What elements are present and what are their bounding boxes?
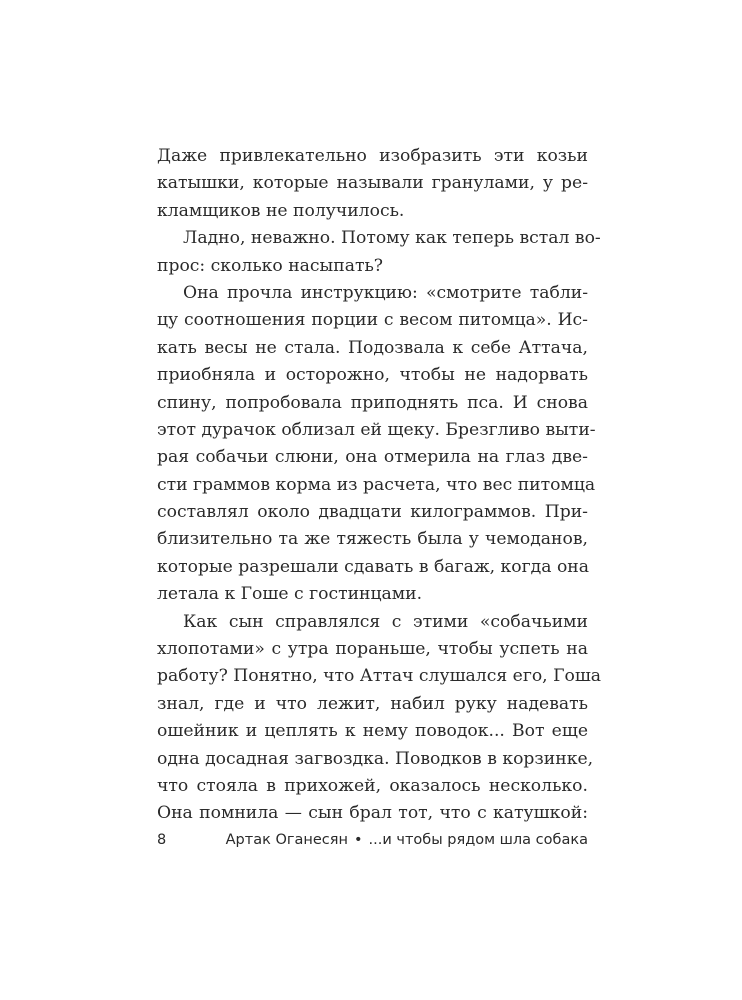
book-title: ...и чтобы рядом шла собака (368, 832, 588, 848)
text-line: Как сын справлялся с этими «собачьими (183, 611, 588, 632)
page-number: 8 (157, 832, 167, 848)
text-line: работу? Понятно, что Аттач слушался его, Гоша (157, 666, 602, 687)
text-line: одна досадная загвоздка. Поводков в корзинке, (157, 748, 594, 769)
running-footer (226, 832, 588, 848)
text-line: рая собачьи слюни, она отмерила на глаз две- (157, 447, 588, 468)
text-line: Ладно, неважно. Потому как теперь встал во- (183, 228, 601, 249)
text-line: хлопотами» с утра пораньше, чтобы успеть на (157, 639, 588, 660)
text-line: Она прочла инструкцию: «смотрите табли- (183, 282, 588, 303)
text-line: кламщиков не получилось. (157, 200, 405, 221)
text-line: близительно та же тяжесть была у чемоданов, (157, 529, 588, 550)
text-line: спину, попробовала приподнять пса. И снова (157, 392, 588, 413)
text-line: Даже привлекательно изобразить эти козьи (157, 146, 588, 166)
text-line: знал, где и что лежит, набил руку надевать (157, 693, 588, 714)
text-line: которые разрешали сдавать в багаж, когда она (157, 556, 589, 577)
text-line: прос: сколько насыпать? (157, 255, 384, 276)
text-line: что стояла в прихожей, оказалось несколько. (157, 775, 588, 796)
text-line: этот дурачок облизал ей щеку. Брезгливо выти- (157, 419, 596, 440)
separator-dot: • (353, 832, 363, 848)
text-line: цу соотношения порции с весом питомца». Ис- (157, 310, 588, 331)
text-line: приобняла и осторожно, чтобы не надорвать (157, 365, 588, 386)
author-name: Артак Оганесян (225, 832, 348, 848)
text-line: составлял около двадцати килограммов. При- (157, 502, 588, 523)
text-line: кать весы не стала. Подозвала к себе Аттача, (157, 337, 588, 358)
text-line: сти граммов корма из расчета, что вес питомца (157, 474, 596, 495)
text-line: Она помнила — сын брал тот, что с катушкой: (157, 803, 588, 824)
text-line: летала к Гоше с гостинцами. (157, 584, 423, 605)
text-line: катышки, которые называли гранулами, у ре- (157, 173, 588, 194)
body-text (157, 143, 602, 828)
text-line: ошейник и цеплять к нему поводок... Вот еще (157, 721, 588, 742)
